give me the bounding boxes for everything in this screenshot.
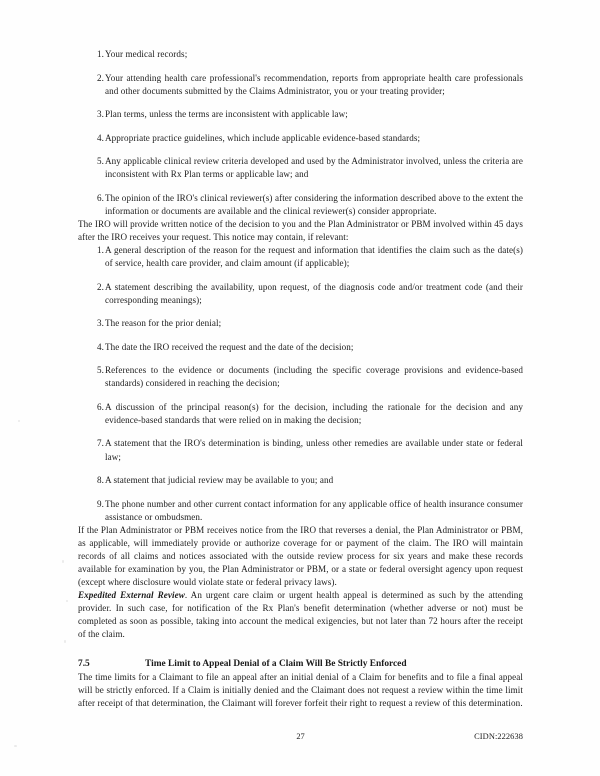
list-marker: 4. xyxy=(96,341,104,352)
paragraph-expedited-external-review xyxy=(78,589,523,641)
list-item-text: Plan terms, unless the terms are inconsistent with applicable law; xyxy=(105,109,348,120)
list-marker: 3. xyxy=(96,109,104,120)
list-item-text: A general description of the reason for the request and information that identifies the claim such as the date(s) of service, health care provider, and claim amount (if applicable); xyxy=(105,245,523,269)
list-notice-contents xyxy=(78,244,523,524)
paragraph-time-limit: The time limits for a Claimant to file an appeal after an initial denial of a Claim for benefits and to file a final appeal will be strictly enforced. If a Claim is initially denied and the Claimant does not request a review within the time limit after receipt of that determination, the Claimant will forever forfeit their right to request a review of this determination. xyxy=(78,672,523,709)
list-item-text: References to the evidence or documents (including the specific coverage provisions and evidence-based standards) considered in reaching the decision; xyxy=(105,365,523,389)
list-item xyxy=(78,437,523,463)
list-item xyxy=(78,317,523,330)
list-marker: 4. xyxy=(96,132,104,143)
list-item xyxy=(78,72,523,98)
list-item xyxy=(78,341,523,354)
paragraph-iro-notice: The IRO will provide written notice of the decision to you and the Plan Administrator or PBM involved within 45 days after the IRO receives your request. This notice may contain, if relevant: xyxy=(78,218,523,242)
list-item xyxy=(78,401,523,427)
list-marker: 2. xyxy=(96,281,104,292)
list-item xyxy=(78,474,523,487)
scan-artifact xyxy=(66,600,68,602)
list-item-text: A discussion of the principal reason(s) for the decision, including the rationale for the decision and any evidence-based standards that were relied on in making the decision; xyxy=(105,401,523,425)
expedited-lead-in: Expedited External Review xyxy=(78,589,185,600)
paragraph-reversal: If the Plan Administrator or PBM receives notice from the IRO that reverses a denial, the Plan Administrator or PBM, as applicable, will immediately provide or authorize coverage for or payment of the claim. The IRO will maintain records of all claims and notices associated with the outside review process for six years and make these records available for examination by you, the Plan Administrator or PBM, or a state or federal oversight agency upon request (except where disclosure would violate state or federal privacy laws). xyxy=(78,524,523,587)
list-item-text: Appropriate practice guidelines, which include applicable evidence-based standards; xyxy=(105,132,421,143)
list-item-text: The phone number and other current contact information for any applicable office of health insurance consumer assistance or ombudsmen. xyxy=(105,498,523,522)
section-number: 7.5 xyxy=(78,659,90,670)
section-title: Time Limit to Appeal Denial of a Claim Will Be Strictly Enforced xyxy=(145,659,407,670)
list-marker: 6. xyxy=(96,192,104,203)
list-item-text: Your attending health care professional's recommendation, reports from appropriate health care professionals and other documents submitted by the Claims Administrator, you or your treating provider; xyxy=(105,72,523,96)
scan-artifact xyxy=(14,745,17,747)
list-item xyxy=(78,155,523,181)
list-marker: 5. xyxy=(96,156,104,167)
list-item-text: Your medical records; xyxy=(105,49,188,59)
list-item xyxy=(78,192,523,218)
list-marker: 1. xyxy=(96,49,104,59)
page-number: 27 xyxy=(296,732,305,741)
list-item-text: Any applicable clinical review criteria developed and used by the Administrator involved, unless the criteria are inconsistent with Rx Plan terms or applicable law; and xyxy=(105,156,523,180)
list-item xyxy=(78,364,523,390)
list-marker: 3. xyxy=(96,318,104,329)
document-body xyxy=(78,48,523,710)
list-item xyxy=(78,244,523,270)
list-item-text: A statement describing the availability, upon request, of the diagnosis code and/or treatment code (and their corresponding meanings); xyxy=(105,281,523,305)
document-id: CIDN:222638 xyxy=(474,732,523,741)
list-item-text: The opinion of the IRO's clinical reviewer(s) after considering the information described above to the extent the information or documents are available and the clinical reviewer(s) consider appropriate. xyxy=(105,192,523,216)
list-iro-considerations xyxy=(78,48,523,218)
list-item-text: A statement that judicial review may be available to you; and xyxy=(105,475,334,486)
list-item-text: The date the IRO received the request and the date of the decision; xyxy=(105,341,354,352)
list-item xyxy=(78,498,523,524)
list-marker: 8. xyxy=(96,475,104,486)
list-marker: 1. xyxy=(96,245,104,256)
list-item xyxy=(78,48,523,61)
scan-artifact xyxy=(18,420,20,422)
list-marker: 7. xyxy=(96,438,104,449)
list-item-text: The reason for the prior denial; xyxy=(105,318,222,329)
list-marker: 5. xyxy=(96,365,104,376)
list-item xyxy=(78,281,523,307)
list-marker: 2. xyxy=(96,72,104,83)
list-item-text: A statement that the IRO's determination is binding, unless other remedies are available under state or federal law; xyxy=(105,438,523,462)
list-marker: 6. xyxy=(96,401,104,412)
list-item xyxy=(78,132,523,145)
expedited-text: . An urgent care claim or urgent health appeal is determined as such by the attending provider. In such case, for notification of the Rx Plan's benefit determination (whether adverse or not) must be completed as soon as possible, taking into account the medical exigencies, but not later than 72 hours after the receipt of the claim. xyxy=(78,589,523,640)
list-item xyxy=(78,108,523,121)
scan-artifact xyxy=(64,640,66,643)
page-footer xyxy=(78,730,523,744)
list-marker: 9. xyxy=(96,498,104,509)
section-heading xyxy=(78,658,523,671)
scan-artifact xyxy=(62,560,64,563)
